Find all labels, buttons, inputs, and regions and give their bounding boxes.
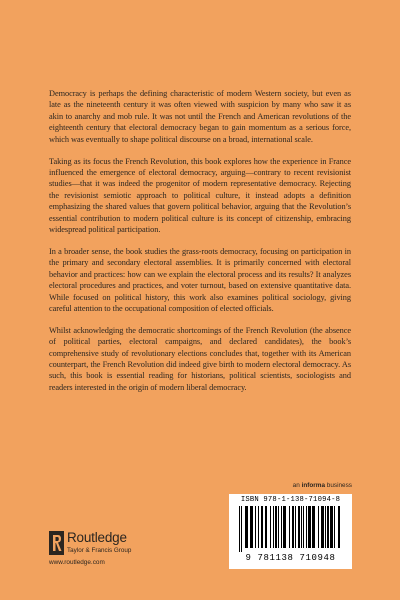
barcode-bar [327,506,329,548]
barcode-bar [239,506,240,552]
barcode-bar [270,506,271,548]
barcode-bar [325,506,326,548]
barcode-bar [250,506,253,548]
publisher-website[interactable]: www.routledge.com [49,559,105,566]
barcode-bar [330,506,333,548]
barcode-bar [301,506,302,548]
blurb-paragraph-2: Taking as its focus the French Revolution, this book explores how the experience in France influenced the emergence of electoral democracy, arguing—contrary to recent revisionist studies—that it was indeed the progenitor of modern representative democracy. Rejecting the revisionist semiotic approach to political culture, it instead adopts a definition emphasizing the shared values that govern political behavior, arguing that the Revolution’s essential contribution to modern political culture is its concept of citizenship, embracing widespread political participation. [49,156,351,234]
barcode-bar [241,506,242,552]
routledge-r-logo-icon [49,531,64,555]
informa-name: informa [301,482,325,489]
publisher-name: Routledge [67,530,127,545]
barcode-bar [283,506,286,548]
barcode-bar [318,506,319,548]
barcode-bar [289,506,290,548]
barcode-bar [303,506,304,548]
barcode-digits: 9 781138 710948 [245,553,336,563]
barcode-bar [265,506,267,548]
informa-suffix: business [325,482,352,489]
barcode-bar [321,506,324,548]
barcode-bars [237,506,344,552]
barcode-bar [273,506,274,548]
barcode-bar [281,506,282,548]
barcode-bar [334,506,335,548]
barcode-bar [258,506,259,548]
informa-business-label [293,482,352,489]
barcode-bar [261,506,263,548]
informa-prefix: an [292,482,302,489]
barcode-bar [298,506,300,548]
barcode-bar [255,506,256,548]
isbn-barcode [229,494,352,569]
blurb-paragraph-3: In a broader sense, the book studies the grass-roots democracy, focusing on participation in the primary and secondary electoral assemblies. It is primarily concerned with electoral behavior and practices: how can we explain the electoral process and its results? It analyzes electoral procedures and practices, and voter turnout, based on extensive quantitative data. While focused on political history, this work also examines political sociology, giving careful attention to the occupational composition of elected officials. [49,246,351,313]
blurb [49,88,351,404]
publisher-group: Taylor & Francis Group [67,547,132,554]
barcode-bar [278,506,279,548]
barcode-bar [308,506,311,548]
barcode-bar [295,506,296,548]
barcode-bar [245,506,248,548]
barcode-bar [338,506,340,548]
isbn-label: ISBN 978-1-138-71094-8 [240,496,341,504]
blurb-paragraph-1: Democracy is perhaps the defining characteristic of modern Western society, but even as late as the nineteenth century it was often viewed with suspicion by many who saw it as akin to anarchy and mob rule. It was not until the French and American revolutions of the eighteenth century that electoral democracy began to gain momentum as a serious force, which was eventually to shape political discourse on a broad, international scale. [49,89,351,144]
barcode-bar [275,506,277,548]
barcode-bar [292,506,294,548]
barcode-bar [306,506,307,548]
barcode-bar [312,506,315,548]
blurb-paragraph-4: Whilst acknowledging the democratic shortcomings of the French Revolution (the absence of political parties, electoral campaigns, and declared candidates), the book’s comprehensive study of revolutionary elections concludes that, together with its American counterpart, the French Revolution did indeed give birth to modern electoral democracy. As such, this book is essential reading for historians, political scientists, sociologists and readers interested in the origin of modern liberal democracy. [49,325,351,392]
